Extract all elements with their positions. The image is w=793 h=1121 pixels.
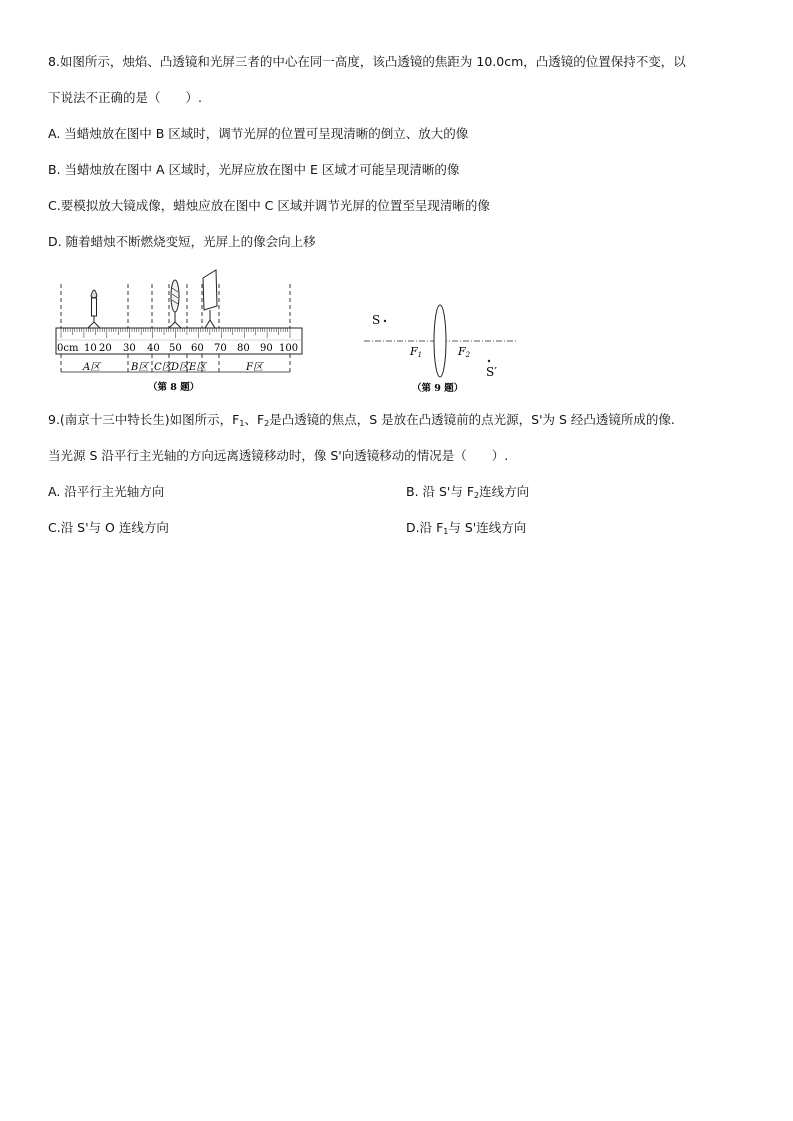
q9-option-a: A. 沿平行主光轴方向	[48, 484, 165, 499]
ruler-tick-label: 60	[191, 343, 204, 354]
q8-option-d: D. 随着蜡烛不断燃烧变短，光屏上的像会向上移	[48, 234, 316, 249]
figure-8-optical-bench	[50, 266, 310, 396]
image-point-label: S′	[486, 365, 497, 379]
q9-stem-line1: 9.(南京十三中特长生)如图所示，$F_1$、$F_2$是凸透镜的焦点，S 是放在凸透镜前的点光源，S'为 S 经凸透镜所成的像.	[48, 412, 675, 428]
figure-9-caption: （第 9 题）	[412, 383, 464, 394]
zone-label-f: F区	[246, 362, 263, 373]
ruler-tick-label: 30	[123, 343, 136, 354]
ruler-tick-label: 40	[147, 343, 160, 354]
image-point-dot	[488, 360, 490, 362]
zone-label-b: B区	[131, 362, 149, 373]
screen-icon	[203, 270, 217, 328]
lens-icon	[169, 280, 181, 328]
ruler-unit-label: 0cm	[57, 343, 79, 354]
zone-label-d: D区	[171, 362, 190, 373]
q8-option-a: A. 当蜡烛放在图中 B 区域时，调节光屏的位置可呈现清晰的倒立、放大的像	[48, 126, 469, 141]
zone-label-e: E区	[189, 362, 207, 373]
q9-stem-line2: 当光源 S 沿平行主光轴的方向远离透镜移动时，像 S'向透镜移动的情况是（ ）.	[48, 448, 509, 463]
zone-label-a: A区	[83, 362, 101, 373]
point-source-label: S	[372, 313, 381, 327]
ruler-tick-label: 90	[260, 343, 273, 354]
q8-stem-line1: 8.如图所示，烛焰、凸透镜和光屏三者的中心在同一高度，该凸透镜的焦距为 10.0cm，凸透镜的位置保持不变，以	[48, 54, 686, 69]
ruler-tick-label: 80	[237, 343, 250, 354]
ruler-tick-label: 10	[84, 343, 97, 354]
q8-option-b: B. 当蜡烛放在图中 A 区域时，光屏应放在图中 E 区域才可能呈现清晰的像	[48, 162, 460, 177]
q9-option-b: B. 沿 S'与 $F_2$连线方向	[406, 484, 530, 500]
focus-f1-label: F1	[410, 345, 423, 359]
q8-stem-line2: 下说法不正确的是（ ）.	[48, 90, 202, 105]
figure-8-caption: （第 8 题）	[148, 382, 200, 393]
zone-label-c: C区	[154, 362, 172, 373]
q8-option-c: C.要模拟放大镜成像，蜡烛应放在图中 C 区域并调节光屏的位置至呈现清晰的像	[48, 198, 490, 213]
figure-9-lens-diagram	[360, 296, 520, 396]
ruler-tick-label: 100	[279, 343, 299, 354]
point-source-dot	[384, 320, 386, 322]
focus-f2-label: F2	[458, 345, 471, 359]
ruler-tick-label: 70	[214, 343, 227, 354]
ruler-tick-label: 20	[99, 343, 112, 354]
convex-lens-icon	[434, 305, 446, 377]
q9-option-d: D.沿 $F_1$与 S'连线方向	[406, 520, 527, 536]
candle-icon	[88, 290, 100, 328]
ruler-tick-label: 50	[169, 343, 182, 354]
q9-option-c: C.沿 S'与 O 连线方向	[48, 520, 169, 535]
